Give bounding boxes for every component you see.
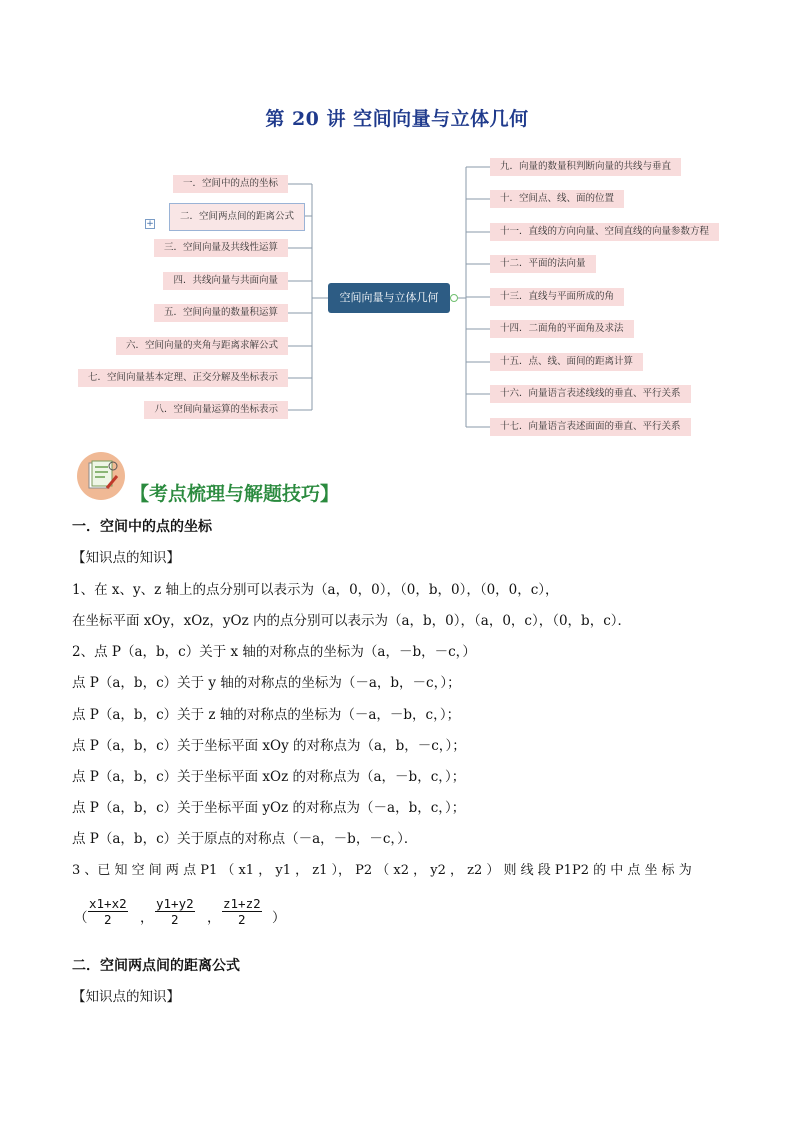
section-title: 【考点梳理与解题技巧】 xyxy=(130,483,340,505)
mindmap-node-left-4[interactable]: 四．共线向量与共面向量 xyxy=(163,272,288,290)
mindmap-node-right-14[interactable]: 十四．二面角的平面角及求法 xyxy=(490,320,634,338)
fraction-z-denominator: 2 xyxy=(238,912,246,927)
mindmap-node-right-15[interactable]: 十五．点、线、面间的距离计算 xyxy=(490,353,643,371)
text-line-6: 点 P（a，b，c）关于坐标平面 xOy 的对称点为（a，b，－c，）； xyxy=(72,738,466,754)
text-line-10: 3 、已 知 空 间 两 点 P1 （ x1 ， y1 ， z1 ）， P2 （ x2 ， y2 ， z2 ） 则 线 段 P1P2 的 中 点 坐 标 为 xyxy=(72,863,692,878)
mindmap-node-left-5[interactable]: 五．空间向量的数量积运算 xyxy=(154,304,288,322)
mindmap-node-left-8[interactable]: 八．空间向量运算的坐标表示 xyxy=(144,401,288,419)
fraction-y xyxy=(155,896,195,927)
mindmap-center-node[interactable]: 空间向量与立体几何 xyxy=(328,283,450,313)
text-line-7: 点 P（a，b，c）关于坐标平面 xOz 的对称点为（a，－b，c，）； xyxy=(72,769,466,785)
fraction-x xyxy=(88,896,128,927)
paren-open: （ xyxy=(74,910,88,926)
page-title: 第 20 讲 空间向量与立体几何 xyxy=(265,108,529,130)
mindmap-node-right-17[interactable]: 十七．向量语言表述面面的垂直、平行关系 xyxy=(490,418,691,436)
text-line-5: 点 P（a，b，c）关于 z 轴的对称点的坐标为（－a，－b，c，）； xyxy=(72,707,461,723)
text-line-4: 点 P（a，b，c）关于 y 轴的对称点的坐标为（－a，b，－c，）； xyxy=(72,675,461,691)
notebook-pencil-icon xyxy=(77,452,125,500)
mindmap-node-right-12[interactable]: 十二．平面的法向量 xyxy=(490,255,596,273)
text-line-9: 点 P（a，b，c）关于原点的对称点（－a，－b，－c，）． xyxy=(72,831,418,847)
fraction-x-numerator: x1+x2 xyxy=(89,896,127,911)
mindmap-node-left-1[interactable]: 一．空间中的点的坐标 xyxy=(173,175,288,193)
heading-distance-formula: 二．空间两点间的距离公式 xyxy=(72,958,240,974)
knowledge-label-1: 【知识点的知识】 xyxy=(72,550,180,566)
mindmap-node-right-11[interactable]: 十一．直线的方向向量、空间直线的向量参数方程 xyxy=(490,223,719,241)
expand-plus-icon[interactable]: + xyxy=(146,219,154,229)
mindmap-node-right-16[interactable]: 十六．向量语言表述线线的垂直、平行关系 xyxy=(490,385,691,403)
mindmap-node-left-3[interactable]: 三．空间向量及共线性运算 xyxy=(154,239,288,257)
text-line-8: 点 P（a，b，c）关于坐标平面 yOz 的对称点为（－a，b，c，）； xyxy=(72,800,466,816)
collapse-toggle-icon[interactable] xyxy=(450,294,458,302)
fraction-y-numerator: y1+y2 xyxy=(156,896,194,911)
paren-close: ） xyxy=(272,910,286,926)
mindmap-node-right-10[interactable]: 十．空间点、线、面的位置 xyxy=(490,190,624,208)
fraction-y-denominator: 2 xyxy=(171,912,179,927)
fraction-z-numerator: z1+z2 xyxy=(223,896,261,911)
comma-2: ， xyxy=(207,910,221,926)
fraction-z xyxy=(222,896,262,927)
heading-point-coordinates: 一．空间中的点的坐标 xyxy=(72,519,212,535)
text-line-2: 在坐标平面 xOy，xOz，yOz 内的点分别可以表示为（a，b，0），（a，0，c），（0，b，c）． xyxy=(72,613,632,629)
mindmap-node-left-7[interactable]: 七．空间向量基本定理、正交分解及坐标表示 xyxy=(78,369,288,387)
mindmap-node-left-2[interactable]: 二．空间两点间的距离公式 xyxy=(169,203,305,231)
knowledge-label-2: 【知识点的知识】 xyxy=(72,989,180,1005)
mindmap-node-right-13[interactable]: 十三．直线与平面所成的角 xyxy=(490,288,624,306)
comma-1: ， xyxy=(140,910,154,926)
fraction-x-denominator: 2 xyxy=(104,912,112,927)
mindmap-node-right-9[interactable]: 九．向量的数量积判断向量的共线与垂直 xyxy=(490,158,681,176)
mindmap-node-left-6[interactable]: 六．空间向量的夹角与距离求解公式 xyxy=(116,337,288,355)
text-line-3: 2、点 P（a，b，c）关于 x 轴的对称点的坐标为（a，－b，－c，） xyxy=(72,644,476,660)
text-line-1: 1、在 x、y、z 轴上的点分别可以表示为（a，0，0），（0，b，0），（0，0，c）， xyxy=(72,582,559,598)
